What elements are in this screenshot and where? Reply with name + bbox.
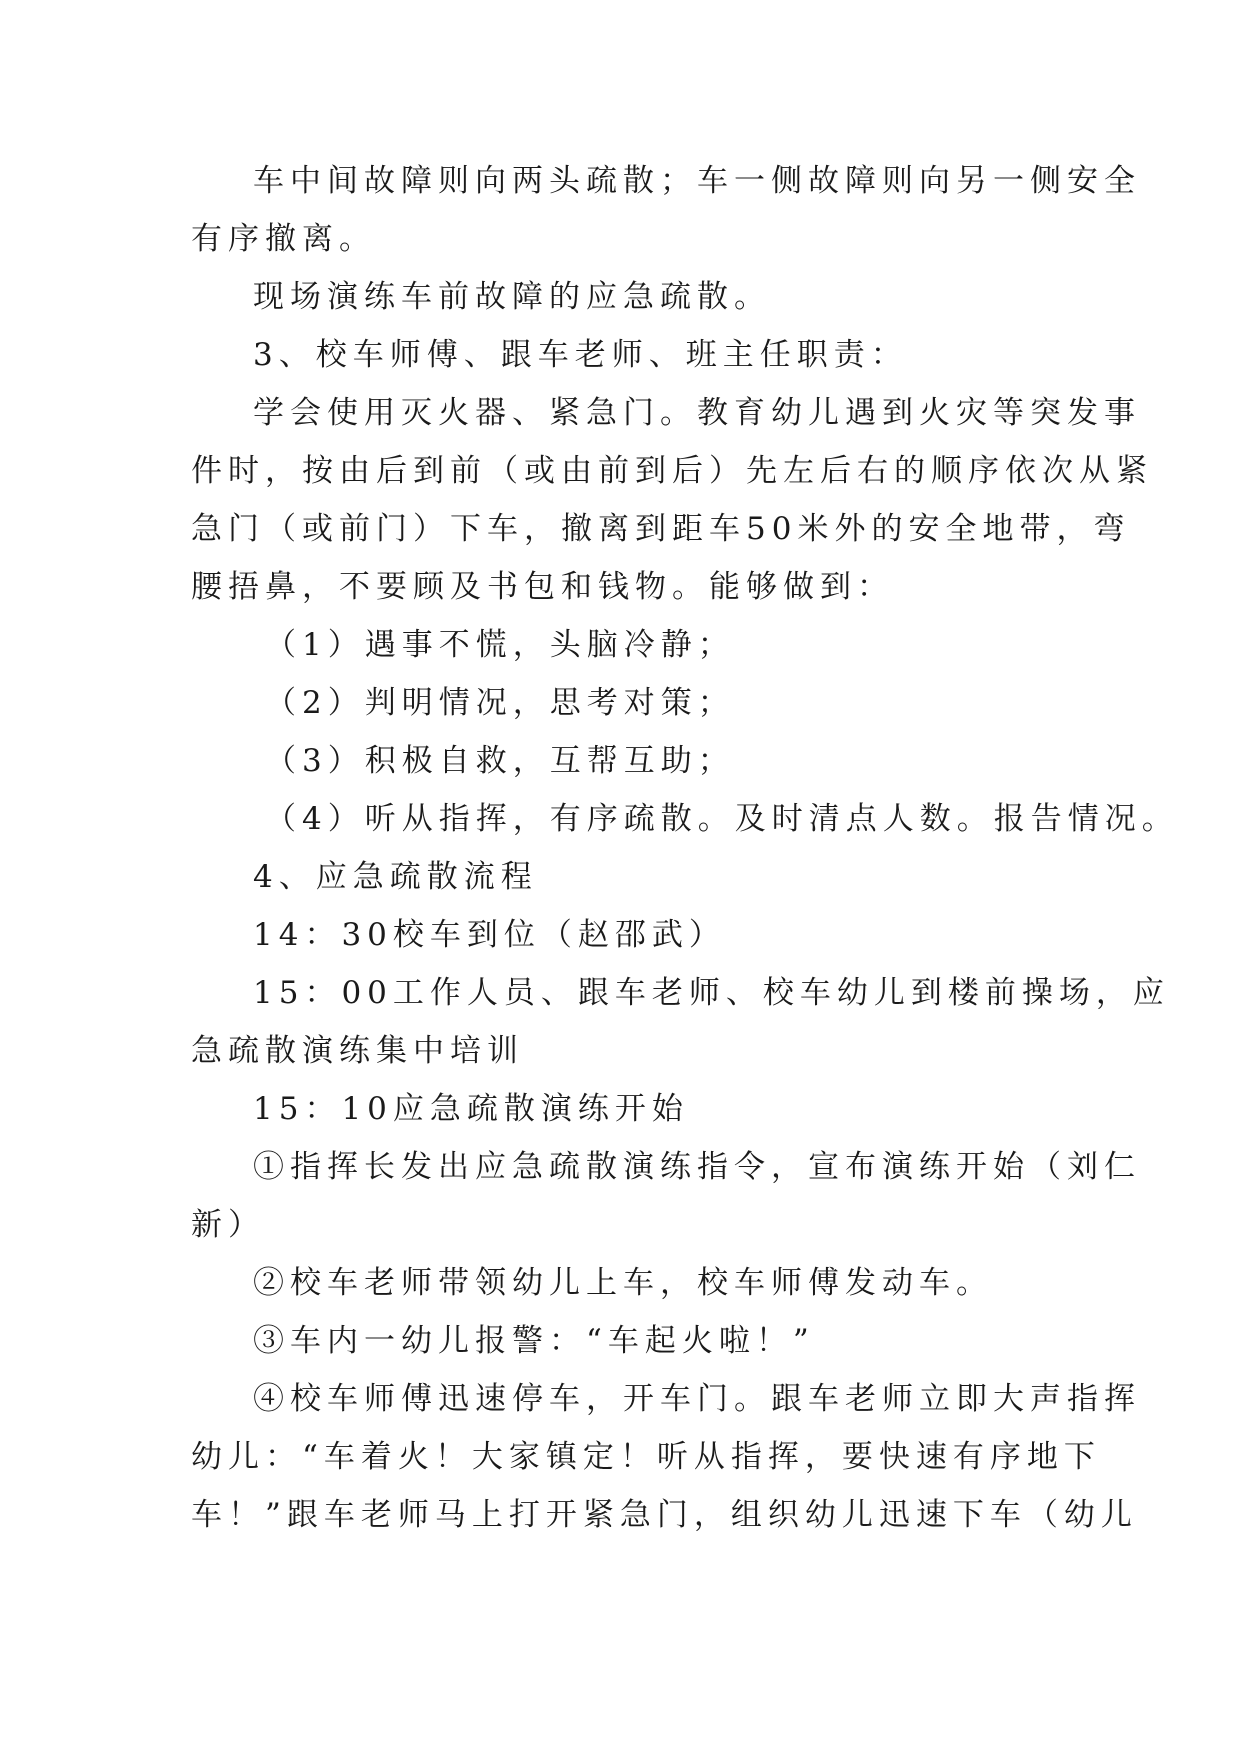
paragraph-line: 腰捂鼻，不要顾及书包和钱物。能够做到：	[191, 569, 894, 605]
paragraph-line: 车！”跟车老师马上打开紧急门，组织幼儿迅速下车（幼儿	[191, 1497, 1138, 1533]
section-heading: 4、应急疏散流程	[253, 859, 538, 895]
list-item: （4）听从指挥，有序疏散。及时清点人数。报告情况。	[265, 801, 1179, 837]
list-item: （3）积极自救，互帮互助；	[265, 743, 735, 779]
step-item: ④校车师傅迅速停车，开车门。跟车老师立即大声指挥	[253, 1381, 1141, 1417]
paragraph-line: 件时，按由后到前（或由前到后）先左后右的顺序依次从紧	[191, 453, 1153, 489]
schedule-item: 15：10应急疏散演练开始	[253, 1091, 689, 1127]
step-item: ③车内一幼儿报警：“车起火啦！”	[253, 1323, 815, 1359]
paragraph-line: 急疏散演练集中培训	[191, 1033, 524, 1069]
step-item: ②校车老师带领幼儿上车，校车师傅发动车。	[253, 1265, 993, 1301]
paragraph-line: 学会使用灭火器、紧急门。教育幼儿遇到火灾等突发事	[253, 395, 1141, 431]
paragraph-line: 现场演练车前故障的应急疏散。	[253, 279, 771, 315]
list-item: （1）遇事不慌，头脑冷静；	[265, 627, 735, 663]
paragraph-line: 车中间故障则向两头疏散；车一侧故障则向另一侧安全	[253, 163, 1141, 199]
schedule-item: 14：30校车到位（赵邵武）	[253, 917, 726, 953]
paragraph-line: 有序撤离。	[191, 221, 376, 257]
paragraph-line: 急门（或前门）下车，撤离到距车50米外的安全地带，弯	[191, 511, 1131, 547]
paragraph-line: 幼儿：“车着火！大家镇定！听从指挥，要快速有序地下	[191, 1439, 1101, 1475]
step-item: ①指挥长发出应急疏散演练指令，宣布演练开始（刘仁	[253, 1149, 1141, 1185]
section-heading: 3、校车师傅、跟车老师、班主任职责：	[253, 337, 908, 373]
document-body	[191, 152, 1179, 1544]
paragraph-line: 新）	[191, 1207, 265, 1243]
schedule-item: 15：00工作人员、跟车老师、校车幼儿到楼前操场，应	[253, 975, 1170, 1011]
list-item: （2）判明情况，思考对策；	[265, 685, 735, 721]
